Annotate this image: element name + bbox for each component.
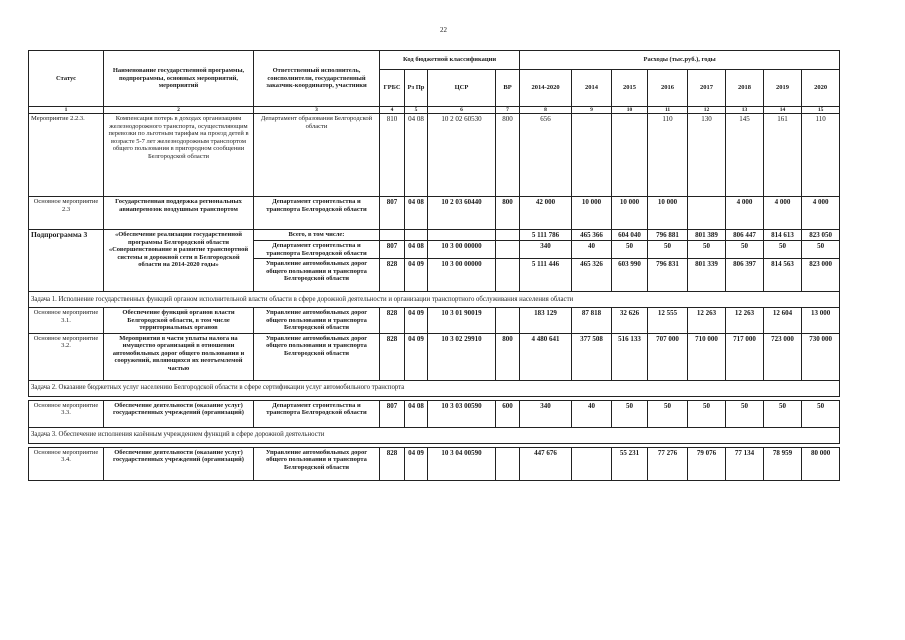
header-status: Статус	[29, 51, 104, 107]
cell-2016: 796 831	[648, 259, 688, 292]
cell-csr: 10 2 03 60440	[428, 197, 496, 230]
column-number: 11	[648, 107, 688, 114]
row-status: Основное мероприятие 2.3	[29, 197, 104, 230]
cell-rz: 04 09	[405, 333, 428, 380]
cell-csr: 10 3 02 29910	[428, 333, 496, 380]
column-number: 3	[254, 107, 380, 114]
cell-2015: 603 990	[612, 259, 648, 292]
cell-grbs: 807	[380, 197, 405, 230]
cell-2017: 130	[688, 114, 726, 197]
row-status: Основное мероприятие 3.1.	[29, 308, 104, 333]
cell-2019: 4 000	[764, 197, 802, 230]
row-status: Основное мероприятие 3.4.	[29, 447, 104, 480]
table-row	[29, 308, 840, 333]
cell-2018: 806 397	[726, 259, 764, 292]
cell-2018: 50	[726, 400, 764, 427]
row-executor: Управление автомобильных дорог общего пользования и транспорта Белгородской области	[254, 333, 380, 380]
cell-2017: 12 263	[688, 308, 726, 333]
cell-grbs: 828	[380, 447, 405, 480]
task-2-title: Задача 2. Оказание бюджетных услуг населению Белгородской области в сфере сертификации услуг автомобильного транспорта	[29, 380, 840, 396]
column-number: 10	[612, 107, 648, 114]
cell-vr: 800	[496, 333, 520, 380]
cell-2018: 717 000	[726, 333, 764, 380]
cell-2019: 50	[764, 241, 802, 259]
table-row	[29, 230, 840, 241]
cell-2015: 32 626	[612, 308, 648, 333]
column-number: 2	[104, 107, 254, 114]
header-year: 2014-2020	[520, 70, 572, 107]
cell-csr: 10 3 00 00000	[428, 241, 496, 259]
cell-2016: 10 000	[648, 197, 688, 230]
cell-grbs: 828	[380, 259, 405, 292]
cell-2020: 823 050	[802, 230, 840, 241]
cell-2015: 50	[612, 241, 648, 259]
cell-2017: 710 000	[688, 333, 726, 380]
cell-2017: 801 389	[688, 230, 726, 241]
row-executor: Управление автомобильных дорог общего пользования и транспорта Белгородской области	[254, 259, 380, 292]
header-year: 2020	[802, 70, 840, 107]
cell-csr: 10 3 00 00000	[428, 259, 496, 292]
cell-vr: 600	[496, 400, 520, 427]
column-number: 13	[726, 107, 764, 114]
column-number: 7	[496, 107, 520, 114]
task-row	[29, 380, 840, 396]
cell-grbs: 828	[380, 333, 405, 380]
header-budget-code: Код бюджетной классификации	[380, 51, 520, 70]
budget-table	[28, 50, 840, 481]
cell-2014: 465 326	[572, 259, 612, 292]
cell-2020: 13 000	[802, 308, 840, 333]
page-number: 22	[440, 26, 447, 34]
task-3-title: Задача 3. Обеспечение исполнения казённым учреждением функций в сфере дорожной деятельности	[29, 427, 840, 443]
row-name: Компенсация потерь в доходах организациям железнодорожного транспорта, осуществляющим перевозки по льготным тарифам на проезд детей в возрасте 5-7 лет железнодорожным транспортом общего пользования в пригородном сообщении Белгородской области	[104, 114, 254, 197]
cell-total: 340	[520, 241, 572, 259]
column-number: 4	[380, 107, 405, 114]
table-row	[29, 447, 840, 480]
header-grbs: ГРБС	[380, 70, 405, 107]
header-executor: Ответственный исполнитель, соисполнители, государственный заказчик-координатор, участники	[254, 51, 380, 107]
cell-grbs: 810	[380, 114, 405, 197]
table-row	[29, 114, 840, 197]
header-name: Наименование государственной программы, подпрограммы, основных мероприятий, мероприятий	[104, 51, 254, 107]
cell-2019: 723 000	[764, 333, 802, 380]
row-executor: Департамент образования Белгородской области	[254, 114, 380, 197]
header-csr: ЦСР	[428, 70, 496, 107]
cell-total: 447 676	[520, 447, 572, 480]
header-year: 2015	[612, 70, 648, 107]
task-row	[29, 292, 840, 308]
table-row	[29, 333, 840, 380]
header-year: 2018	[726, 70, 764, 107]
cell-grbs: 807	[380, 241, 405, 259]
cell-2015: 55 231	[612, 447, 648, 480]
cell-2017: 50	[688, 241, 726, 259]
cell-vr	[496, 259, 520, 292]
cell-rz: 04 08	[405, 241, 428, 259]
row-executor: Управление автомобильных дорог общего пользования и транспорта Белгородской области	[254, 447, 380, 480]
cell-2015: 10 000	[612, 197, 648, 230]
cell-vr	[496, 241, 520, 259]
column-number: 5	[405, 107, 428, 114]
cell-csr: 10 3 01 90019	[428, 308, 496, 333]
cell-total: 183 129	[520, 308, 572, 333]
task-1-title: Задача 1. Исполнение государственных функций органом исполнительной власти области в сфере дорожной деятельности и организации транспортного обслуживания населения области	[29, 292, 840, 308]
cell-2019: 814 563	[764, 259, 802, 292]
cell-2015	[612, 114, 648, 197]
cell-2020: 80 000	[802, 447, 840, 480]
cell-total: 42 000	[520, 197, 572, 230]
cell-2018: 145	[726, 114, 764, 197]
header-year: 2014	[572, 70, 612, 107]
row-name: Обеспечение деятельности (оказание услуг) государственных учреждений (организаций)	[104, 400, 254, 427]
cell-grbs: 807	[380, 400, 405, 427]
header-vr: ВР	[496, 70, 520, 107]
cell-2018: 50	[726, 241, 764, 259]
cell-2015: 516 133	[612, 333, 648, 380]
column-number: 9	[572, 107, 612, 114]
cell-2014: 465 366	[572, 230, 612, 241]
cell-2016: 707 000	[648, 333, 688, 380]
cell-2015: 50	[612, 400, 648, 427]
header-expenses: Расходы (тыс.руб.), годы	[520, 51, 840, 70]
cell-2016: 50	[648, 241, 688, 259]
cell-csr: 10 3 03 00590	[428, 400, 496, 427]
cell-2020: 50	[802, 400, 840, 427]
column-number: 6	[428, 107, 496, 114]
cell-2015: 604 040	[612, 230, 648, 241]
row-executor: Департамент строительства и транспорта Белгородской области	[254, 400, 380, 427]
row-status: Подпрограмма 3	[29, 230, 104, 292]
cell-2016: 110	[648, 114, 688, 197]
cell-2019: 78 959	[764, 447, 802, 480]
cell-2017: 79 076	[688, 447, 726, 480]
header-year: 2019	[764, 70, 802, 107]
row-name: Мероприятия в части уплаты налога на имущество организаций в отношении автомобильных дорог общего пользования и сооружений, являющихся их неотъемлемой частью	[104, 333, 254, 380]
header-year: 2017	[688, 70, 726, 107]
cell-total: 4 480 641	[520, 333, 572, 380]
cell-2016: 12 555	[648, 308, 688, 333]
cell-2018: 4 000	[726, 197, 764, 230]
row-executor: Департамент строительства и транспорта Белгородской области	[254, 197, 380, 230]
column-number: 15	[802, 107, 840, 114]
cell-2018: 806 447	[726, 230, 764, 241]
row-executor: Всего, в том числе:	[254, 230, 380, 241]
cell-2016: 77 276	[648, 447, 688, 480]
cell-grbs: 828	[380, 308, 405, 333]
cell-2017: 801 339	[688, 259, 726, 292]
cell-rz: 04 08	[405, 114, 428, 197]
cell-total: 656	[520, 114, 572, 197]
cell-2014	[572, 447, 612, 480]
cell-2014: 40	[572, 400, 612, 427]
cell-vr: 800	[496, 114, 520, 197]
cell-2020: 730 000	[802, 333, 840, 380]
cell-2019: 161	[764, 114, 802, 197]
cell-2014	[572, 114, 612, 197]
cell-2018: 12 263	[726, 308, 764, 333]
cell-rz: 04 08	[405, 197, 428, 230]
header-year: 2016	[648, 70, 688, 107]
cell-total: 5 111 446	[520, 259, 572, 292]
cell-2017: 50	[688, 400, 726, 427]
column-numbers-row	[29, 107, 840, 114]
row-status: Мероприятие 2.2.3.	[29, 114, 104, 197]
cell-csr: 10 2 02 60530	[428, 114, 496, 197]
cell-vr	[496, 308, 520, 333]
row-name: Государственная поддержка региональных авиаперевозок воздушным транспортом	[104, 197, 254, 230]
cell-rz: 04 08	[405, 400, 428, 427]
cell-2014: 40	[572, 241, 612, 259]
cell-total: 5 111 786	[520, 230, 572, 241]
cell-2014: 10 000	[572, 197, 612, 230]
cell-2020: 4 000	[802, 197, 840, 230]
row-name: «Обеспечение реализации государственной программы Белгородской области «Совершенствование и развитие транспортной системы и дорожной сети в Белгородской области на 2014-2020 годы»	[104, 230, 254, 292]
column-number: 8	[520, 107, 572, 114]
column-number: 14	[764, 107, 802, 114]
row-executor: Управление автомобильных дорог общего пользования и транспорта Белгородской области	[254, 308, 380, 333]
cell-2014: 377 508	[572, 333, 612, 380]
header-row-1	[29, 51, 840, 70]
cell-csr: 10 3 04 00590	[428, 447, 496, 480]
cell-2017	[688, 197, 726, 230]
cell-rz: 04 09	[405, 308, 428, 333]
table-row	[29, 197, 840, 230]
cell-2020: 50	[802, 241, 840, 259]
row-status: Основное мероприятие 3.3.	[29, 400, 104, 427]
row-name: Обеспечение функций органов власти Белгородской области, в том числе территориальных органов	[104, 308, 254, 333]
cell-2019: 50	[764, 400, 802, 427]
cell-total: 340	[520, 400, 572, 427]
row-name: Обеспечение деятельности (оказание услуг) государственных учреждений (организаций)	[104, 447, 254, 480]
task-row	[29, 427, 840, 443]
table-row	[29, 400, 840, 427]
row-status: Основное мероприятие 3.2.	[29, 333, 104, 380]
cell-2020: 823 000	[802, 259, 840, 292]
cell-rz: 04 09	[405, 259, 428, 292]
cell-2019: 814 613	[764, 230, 802, 241]
cell-2020: 110	[802, 114, 840, 197]
column-number: 1	[29, 107, 104, 114]
cell-2014: 87 818	[572, 308, 612, 333]
cell-rz: 04 09	[405, 447, 428, 480]
cell-2018: 77 134	[726, 447, 764, 480]
cell-vr	[496, 447, 520, 480]
row-executor: Департамент строительства и транспорта Белгородской области	[254, 241, 380, 259]
cell-2019: 12 604	[764, 308, 802, 333]
cell-vr: 800	[496, 197, 520, 230]
cell-2016: 796 881	[648, 230, 688, 241]
header-rz: Рз Пр	[405, 70, 428, 107]
cell-2016: 50	[648, 400, 688, 427]
column-number: 12	[688, 107, 726, 114]
